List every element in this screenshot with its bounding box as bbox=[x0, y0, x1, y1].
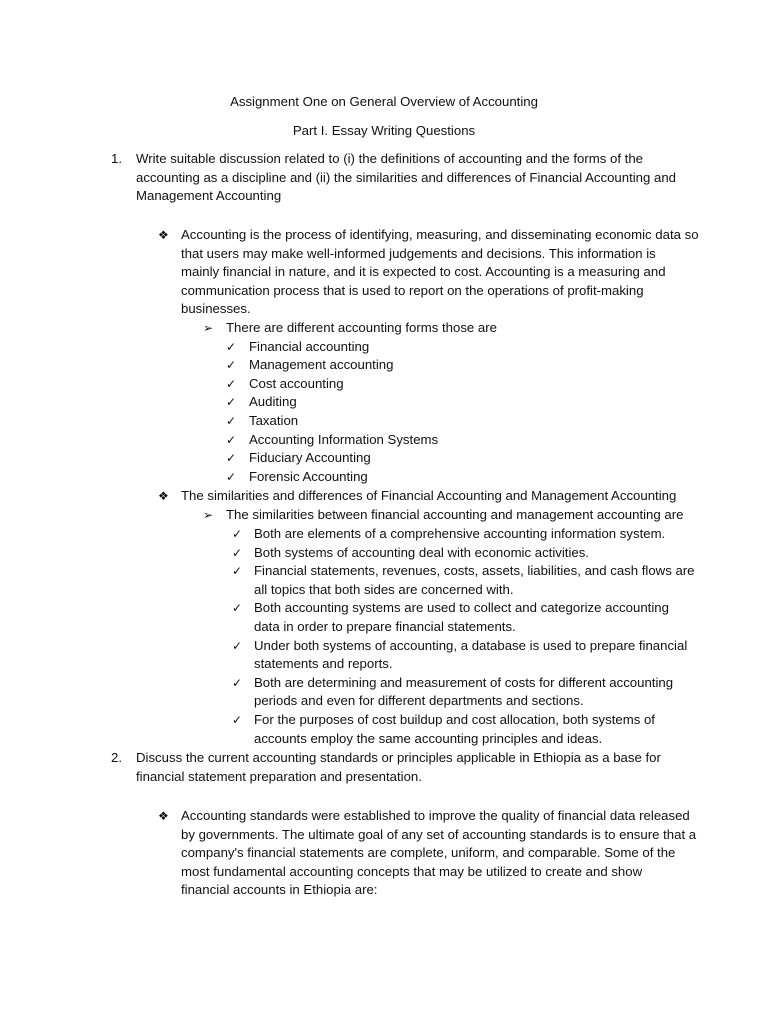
document-subtitle: Part I. Essay Writing Questions bbox=[292, 123, 476, 138]
form-item: Forensic Accounting bbox=[249, 468, 368, 484]
question-1-number: 1. bbox=[111, 151, 122, 166]
similarity-item-continued: statements and reports. bbox=[254, 656, 393, 672]
definition-line: Accounting is the process of identifying, measuring, and disseminating economic data so bbox=[181, 227, 699, 242]
check-icon: ✓ bbox=[226, 358, 237, 373]
similarity-item: For the purposes of cost buildup and cost allocation, both systems of bbox=[254, 712, 655, 727]
form-item: Management accounting bbox=[249, 357, 394, 373]
check-icon: ✓ bbox=[226, 414, 237, 428]
similarity-item-continued: periods and even for different departments and sections. bbox=[254, 693, 584, 709]
similarity-item: Financial statements, revenues, costs, assets, liabilities, and cash flows are bbox=[254, 563, 695, 579]
diamond-bullet-icon: ❖ bbox=[158, 809, 169, 823]
similarity-item-continued: all topics that both sides are concerned with. bbox=[254, 581, 514, 597]
question-2-line: financial statement preparation and presentation. bbox=[136, 768, 422, 784]
check-icon: ✓ bbox=[232, 601, 243, 616]
question-1-line: Management Accounting bbox=[136, 188, 282, 204]
document-title: Assignment One on General Overview of Accounting bbox=[230, 94, 538, 109]
similarity-item-continued: data in order to prepare financial statements. bbox=[254, 619, 516, 634]
question-1-line: Write suitable discussion related to (i) the definitions of accounting and the forms of the bbox=[136, 151, 644, 166]
definition-line: that users may make well-informed judgements and decisions. This information is bbox=[181, 245, 656, 261]
check-icon: ✓ bbox=[232, 564, 243, 579]
similarities-subheading: The similarities between financial accounting and management accounting are bbox=[226, 507, 684, 522]
form-item: Auditing bbox=[249, 394, 297, 410]
definition-line: businesses. bbox=[181, 301, 251, 317]
similarity-item: Both are elements of a comprehensive accounting information system. bbox=[254, 526, 666, 541]
similarity-item-continued: accounts employ the same accounting principles and ideas. bbox=[254, 730, 603, 746]
form-item: Cost accounting bbox=[249, 375, 344, 391]
definition-line: mainly financial in nature, and it is expected to cost. Accounting is a measuring and bbox=[181, 264, 666, 280]
similarities-section-heading: The similarities and differences of Financial Accounting and Management Accounting bbox=[181, 488, 677, 503]
arrow-bullet-icon: ➢ bbox=[203, 321, 214, 335]
similarity-item: Both are determining and measurement of costs for different accounting bbox=[254, 674, 674, 690]
check-icon: ✓ bbox=[232, 545, 243, 560]
diamond-bullet-icon: ❖ bbox=[158, 228, 169, 242]
question-1-line: accounting as a discipline and (ii) the similarities and differences of Financial Accounting and bbox=[136, 169, 677, 185]
check-icon: ✓ bbox=[232, 675, 243, 690]
check-icon: ✓ bbox=[226, 339, 237, 354]
standards-line: financial accounts in Ethiopia are: bbox=[181, 882, 378, 898]
similarity-item: Both accounting systems are used to collect and categorize accounting bbox=[254, 600, 669, 616]
form-item: Fiduciary Accounting bbox=[249, 450, 371, 466]
form-item: Taxation bbox=[249, 413, 299, 428]
question-2-line: Discuss the current accounting standards or principles applicable in Ethiopia as a base for bbox=[136, 750, 661, 765]
similarity-item: Both systems of accounting deal with economic activities. bbox=[254, 544, 589, 560]
question-2-number: 2. bbox=[111, 750, 122, 765]
similarity-item: Under both systems of accounting, a database is used to prepare financial bbox=[254, 637, 688, 653]
form-item: Financial accounting bbox=[249, 338, 370, 354]
check-icon: ✓ bbox=[226, 432, 237, 447]
standards-line: company's financial statements are complete, uniform, and comparable. Some of the bbox=[181, 845, 676, 861]
forms-heading: There are different accounting forms those are bbox=[226, 320, 497, 335]
check-icon: ✓ bbox=[232, 713, 243, 727]
check-icon: ✓ bbox=[226, 376, 237, 391]
form-item: Accounting Information Systems bbox=[249, 431, 439, 447]
standards-line: most fundamental accounting concepts that may be utilized to create and show bbox=[181, 863, 643, 879]
check-icon: ✓ bbox=[226, 451, 237, 466]
standards-line: by governments. The ultimate goal of any set of accounting standards is to ensure that a bbox=[181, 826, 697, 842]
check-icon: ✓ bbox=[232, 638, 243, 653]
check-icon: ✓ bbox=[226, 395, 237, 410]
check-icon: ✓ bbox=[226, 469, 237, 484]
definition-line: communication process that is used to report on the operations of profit-making bbox=[181, 282, 644, 298]
arrow-bullet-icon: ➢ bbox=[203, 508, 214, 522]
standards-line: Accounting standards were established to improve the quality of financial data released bbox=[181, 808, 690, 823]
check-icon: ✓ bbox=[232, 527, 243, 541]
diamond-bullet-icon: ❖ bbox=[158, 489, 169, 503]
